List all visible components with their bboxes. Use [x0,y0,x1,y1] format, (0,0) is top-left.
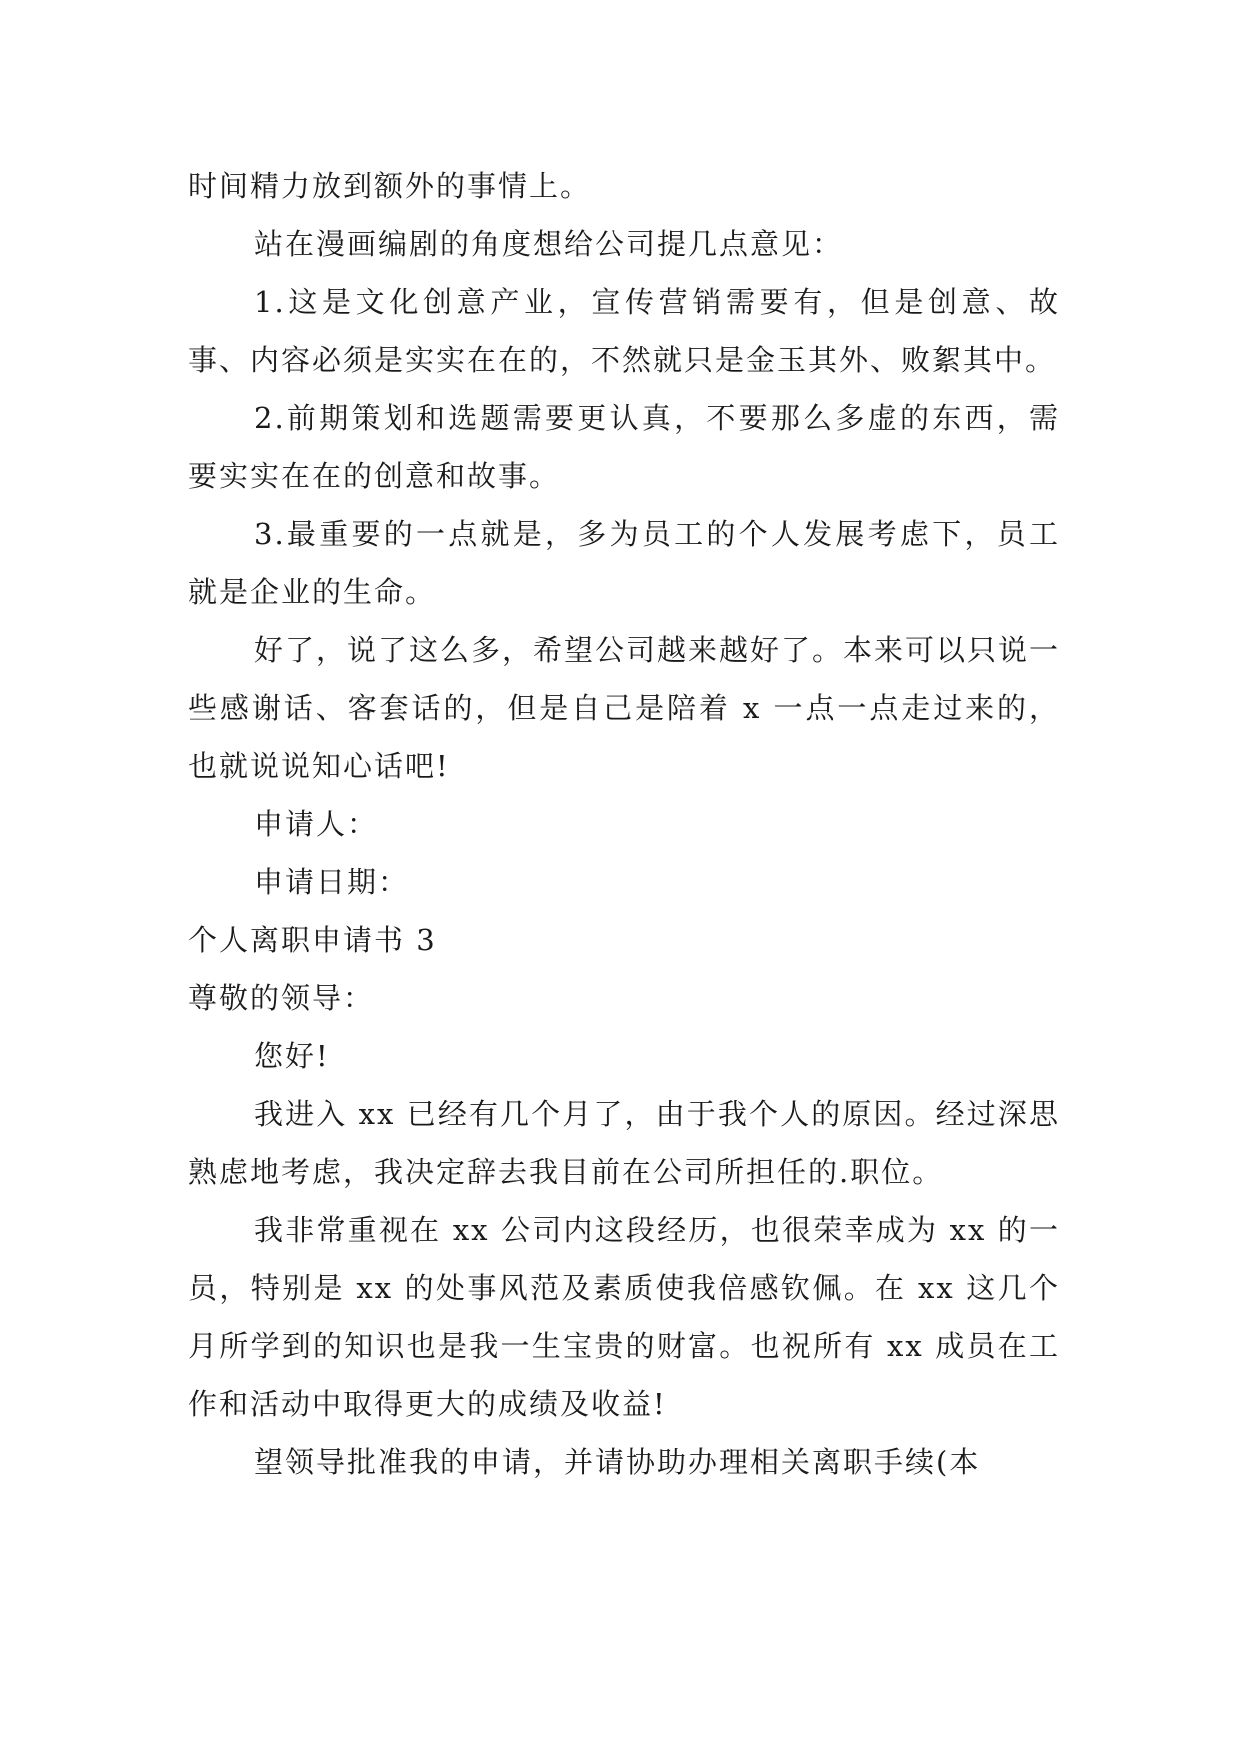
application-date-label: 申请日期： [254,865,410,899]
greeting: 您好! [254,1039,330,1073]
paragraph-continuation: 时间精力放到额外的事情上。 [188,169,592,203]
document-body [188,157,1060,1491]
paragraph-opinion-1: 1.这是文化创意产业，宣传营销需要有，但是创意、故事、内容必须是实实在在的，不然就只是金玉其外、败絮其中。 [188,285,1060,377]
paragraph-opinion-3: 3.最重要的一点就是，多为员工的个人发展考虑下，员工就是企业的生命。 [188,517,1060,609]
paragraph-opinion-2: 2.前期策划和选题需要更认真，不要那么多虚的东西，需要实实在在的创意和故事。 [188,401,1060,493]
paragraph-resignation-reason: 我进入 xx 已经有几个月了，由于我个人的原因。经过深思熟虑地考虑，我决定辞去我目前在公司所担任的.职位。 [188,1097,1060,1189]
paragraph-request: 望领导批准我的申请，并请协助办理相关离职手续(本 [254,1445,981,1479]
paragraph-opinions-intro: 站在漫画编剧的角度想给公司提几点意见： [254,227,844,261]
salutation: 尊敬的领导： [188,981,375,1015]
section-title: 个人离职申请书 3 [188,923,437,957]
paragraph-gratitude: 我非常重视在 xx 公司内这段经历，也很荣幸成为 xx 的一员，特别是 xx 的处事风范及素质使我倍感钦佩。在 xx 这几个月所学到的知识也是我一生宝贵的财富。也祝所有 xx 成员在工作和活动中取得更大的成绩及收益! [188,1213,1060,1421]
paragraph-closing: 好了，说了这么多，希望公司越来越好了。本来可以只说一些感谢话、客套话的，但是自己是陪着 x 一点一点走过来的，也就说说知心话吧! [188,633,1061,783]
applicant-label: 申请人： [254,807,379,841]
